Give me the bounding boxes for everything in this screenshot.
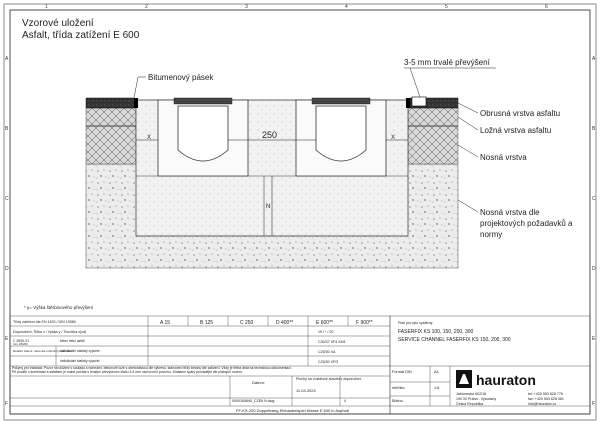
- product-line-1: FASERFIX KS 100, 150, 200, 300: [398, 329, 474, 335]
- col-mark-1: 1: [45, 4, 48, 10]
- date-label: Datum:: [252, 380, 265, 385]
- dim-n: N: [266, 204, 271, 210]
- row-mark-f: F: [5, 401, 9, 407]
- notes: [12, 366, 312, 398]
- rec-value-2: C30/37 XF4 XM1: [318, 340, 346, 344]
- row-mark-c: C: [5, 196, 9, 202]
- binder-layer-right: [408, 108, 458, 126]
- row-mark-f-right: F: [592, 401, 596, 407]
- company-phone: tel: +420 553 628 776: [528, 392, 563, 396]
- base-layer-right: [408, 126, 458, 164]
- date-value: 11.04.2024: [296, 388, 316, 393]
- class-e600: E 600**: [316, 320, 333, 326]
- channel-right: [296, 98, 386, 176]
- company-name: hauraton: [476, 372, 536, 388]
- company-email: info@hauraton.cz: [528, 402, 557, 406]
- company-fax: fax: +420 553 628 461: [528, 397, 564, 401]
- label-subbase-3: normy: [480, 230, 503, 239]
- dim-250: 250: [262, 130, 278, 140]
- label-overhang: 3-5 mm trvalé převýšení: [404, 58, 490, 67]
- cross-section: [86, 58, 573, 268]
- row-mark-a: A: [5, 56, 9, 62]
- concrete-class-label: C 25/30-X1: [13, 339, 30, 343]
- title-block: [10, 316, 590, 414]
- scale-value: 1:8: [434, 386, 440, 390]
- channel-left: [158, 98, 248, 176]
- label-wear-layer: Obrusná vrstva asfaltu: [480, 109, 561, 118]
- company-logo: [456, 370, 536, 388]
- notes-installation: Pokyny pro instalaci: Pozor na uložení v souladu s normami, betonové lože s obetonávkou dle výkresu, stanovení třídy betonu dle zatížení. Vždy je třeba dbát na technickou dokumentaci.: [12, 366, 292, 370]
- class-b125: B 125: [200, 320, 214, 326]
- col-mark-2: 2: [145, 4, 148, 10]
- footnote: * y= Výška štěrbinového převýšení: [24, 305, 94, 310]
- row-mark-b: B: [5, 126, 9, 132]
- label-subbase-2: projektových požadavků a: [480, 219, 573, 228]
- format-label: Formát DIN: [392, 370, 412, 374]
- row-mark-e-right: E: [592, 336, 596, 342]
- col-mark-6: 6: [545, 4, 548, 10]
- bitumen-strip-right: [406, 98, 410, 108]
- sheet-number: 4: [344, 399, 346, 403]
- drawing-title: Vzorové uložení: [22, 18, 94, 29]
- col-mark-5: 5: [445, 4, 448, 10]
- label-binder-layer: Ložná vrstva asfaltu: [480, 126, 552, 135]
- product-line-2: SERVICE CHANNEL FASERFIX KS 150, 200, 300: [398, 337, 511, 343]
- col-mark-4: 4: [345, 4, 348, 10]
- wear-layer-left: [86, 98, 134, 108]
- row-mark-d: D: [5, 266, 9, 272]
- company-address-2: 190 00 Praha - Vysočany: [456, 397, 497, 401]
- concrete-note: beton nebo asfalt: [60, 339, 85, 343]
- detail-label: Detailní řešení: nebo dle místních podmínek: [13, 349, 72, 353]
- class-a15: A 15: [160, 320, 171, 326]
- format-value: A4: [434, 370, 439, 374]
- label-bitumen-strip: Bitumenový pásek: [148, 73, 214, 82]
- row-mark-c-right: C: [592, 196, 596, 202]
- class-d400: D 400**: [276, 320, 294, 326]
- col-mark-3: 3: [245, 4, 248, 10]
- project-title: Plochy na vozidlové stavební doporučení: [296, 377, 362, 381]
- label-subbase-1: Nosná vrstva dle: [480, 208, 540, 217]
- row-mark-b-right: B: [592, 126, 596, 132]
- row-mark-a-right: A: [592, 56, 596, 62]
- dim-x-left: X: [147, 135, 152, 141]
- row-mark-d-right: D: [592, 266, 596, 272]
- rec-value-4: C25/30 XF/3: [318, 360, 339, 364]
- notes-asphalt: Při použití v kombinaci s asfaltem je nutné počítat s trvalým převýšením žlabu 3-5 mm nad úrovní povrchu. Dilatační spáry provádějte dle platných norem.: [12, 370, 243, 374]
- binder-layer-left: [86, 108, 136, 126]
- overhang-detail: [412, 97, 426, 106]
- base-layer-left: [86, 126, 136, 164]
- class-f900: F 900**: [356, 320, 373, 326]
- rec-value-1: 15 / * / 20: [318, 330, 334, 334]
- company-address-1: Jablonecká 602/18: [456, 392, 487, 396]
- company-address-3: Česká Republika: [456, 402, 484, 406]
- label-base-layer: Nosná vrstva: [480, 153, 527, 162]
- drawing-subtitle: Asfalt, třída zatížení E 600: [22, 30, 140, 41]
- bitumen-strip-left: [134, 98, 138, 108]
- concrete-class-sub: min. 28/200: [13, 342, 28, 346]
- bottom-title: FF-KS-200 Doppeltrang Einbaubeispiel Klasse E 600 in Asphalt: [236, 408, 349, 413]
- class-c250: C 250: [240, 320, 254, 326]
- static-note-1: Individuální statický výpočet: [60, 349, 100, 353]
- static-note-2: Individuální statický výpočet: [60, 359, 100, 363]
- product-label: Platí pro tyto systémy:: [398, 321, 434, 325]
- load-class-label: Třídy zatížení dle EN 1433 / DIN 19580: [13, 320, 76, 324]
- row-mark-e: E: [5, 336, 9, 342]
- sheet-label: Blátno: [392, 399, 403, 403]
- scale-label: měřítko: [392, 386, 405, 390]
- dim-x-right: X: [391, 135, 396, 141]
- rec-value-3: C25/30 XA: [318, 350, 336, 354]
- file-name: 0000165690_CZE6 N.dwg: [232, 399, 275, 403]
- recommendation-label: Doporučení: Šířka x / Výška y / Tloušťka z(cd): [13, 330, 87, 334]
